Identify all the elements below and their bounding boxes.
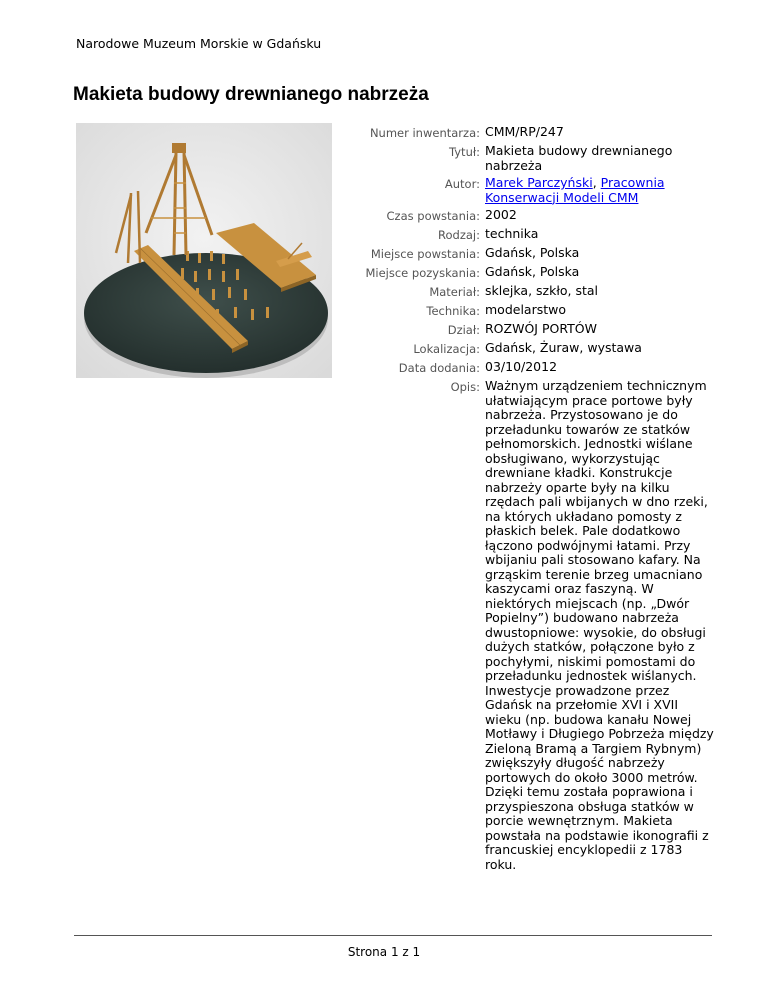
footer-divider: [74, 935, 712, 936]
meta-label: Miejsce powstania:: [370, 247, 480, 261]
meta-row-material: [330, 284, 720, 300]
place-created: Gdańsk, Polska: [485, 245, 580, 260]
meta-label: Tytuł:: [449, 145, 480, 159]
place-acquired: Gdańsk, Polska: [485, 264, 580, 279]
creation-date: 2002: [485, 207, 517, 222]
meta-row-department: [330, 322, 720, 338]
meta-label: Numer inwentarza:: [369, 126, 480, 140]
meta-row-date-added: [330, 360, 720, 376]
meta-row-title: [330, 144, 720, 173]
page-title: Makieta budowy drewnianego nabrzeża: [73, 84, 429, 105]
meta-row-inventory: [330, 125, 720, 141]
material: sklejka, szkło, stal: [485, 283, 599, 298]
meta-row-place-acquired: [330, 265, 720, 281]
wooden-quay-model-photo: [76, 123, 332, 378]
model-illustration: [76, 123, 332, 378]
meta-row-author: [330, 176, 720, 205]
location: Gdańsk, Żuraw, wystawa: [485, 340, 642, 355]
meta-row-place-created: [330, 246, 720, 262]
object-title: Makieta budowy drewnianego nabrzeża: [485, 143, 673, 173]
technique: modelarstwo: [485, 302, 567, 317]
meta-row-type: [330, 227, 720, 243]
meta-label: Dział:: [447, 323, 480, 337]
inventory-number: CMM/RP/247: [485, 124, 564, 139]
department: ROZWÓJ PORTÓW: [485, 321, 597, 336]
page-number: Strona 1 z 1: [347, 945, 421, 959]
meta-label: Autor:: [444, 177, 480, 191]
meta-label: Lokalizacja:: [413, 342, 480, 356]
meta-label: Rodzaj:: [438, 228, 480, 242]
meta-label: Miejsce pozyskania:: [365, 266, 480, 280]
date-added: 03/10/2012: [485, 359, 558, 374]
object-metadata: [330, 125, 720, 875]
author-separator: ,: [592, 175, 601, 190]
meta-label: Opis:: [450, 380, 480, 394]
author-link-workshop[interactable]: Pracownia Konserwacji Modeli CMM: [485, 175, 665, 205]
meta-label: Materiał:: [429, 285, 480, 299]
meta-label: Technika:: [426, 304, 480, 318]
meta-row-technique: [330, 303, 720, 319]
object-type: technika: [485, 226, 539, 241]
object-author: [485, 176, 715, 205]
meta-label: Czas powstania:: [386, 209, 480, 223]
meta-row-description: [330, 379, 720, 872]
meta-row-created: [330, 208, 720, 224]
meta-row-location: [330, 341, 720, 357]
description: Ważnym urządzeniem technicznym ułatwiającym prace portowe były nabrzeża. Przystosowano je do przeładunku towarów ze statków pełnomorskich. Jednostki wiślane obsługiwano, wykorzystując drewniane kładki. Konstrukcje nabrzeży oparte były na kilku rzędach pali wbijanych w dno rzeki, na których układano pomosty z płaskich belek. Pale dodatkowo łączono podwójnymi łatami. Przy wbijaniu pali stosowano kafary. Na grząskim terenie brzeg umacniano kaszycami oraz faszyną. W niektórych miejscach (np. „Dwór Popielny”) budowano nabrzeża dwustopniowe: wysokie, do obsługi dużych statków, połączone było z pochyłymi, niskimi pomostami do przeładunku jednostek wiślanych. Inwestycje prowadzone przez Gdańsk na przełomie XVI i XVII wieku (np. budowa kanału Nowej Motławy i Długiego Pobrzeża między Zieloną Bramą a Targiem Rybnym) zwiększyły długość nabrzeży portowych do około 3000 metrów. Dzięki temu została poprawiona i przyspieszona obsługa statków w porcie wewnętrznym. Makieta powstała na podstawie ikonografii z francuskiej encyklopedii z 1783 roku.: [485, 378, 714, 872]
author-link-parczynski[interactable]: Marek Parczyński: [485, 175, 593, 190]
meta-label: Data dodania:: [398, 361, 480, 375]
museum-header: Narodowe Muzeum Morskie w Gdańsku: [76, 36, 322, 51]
